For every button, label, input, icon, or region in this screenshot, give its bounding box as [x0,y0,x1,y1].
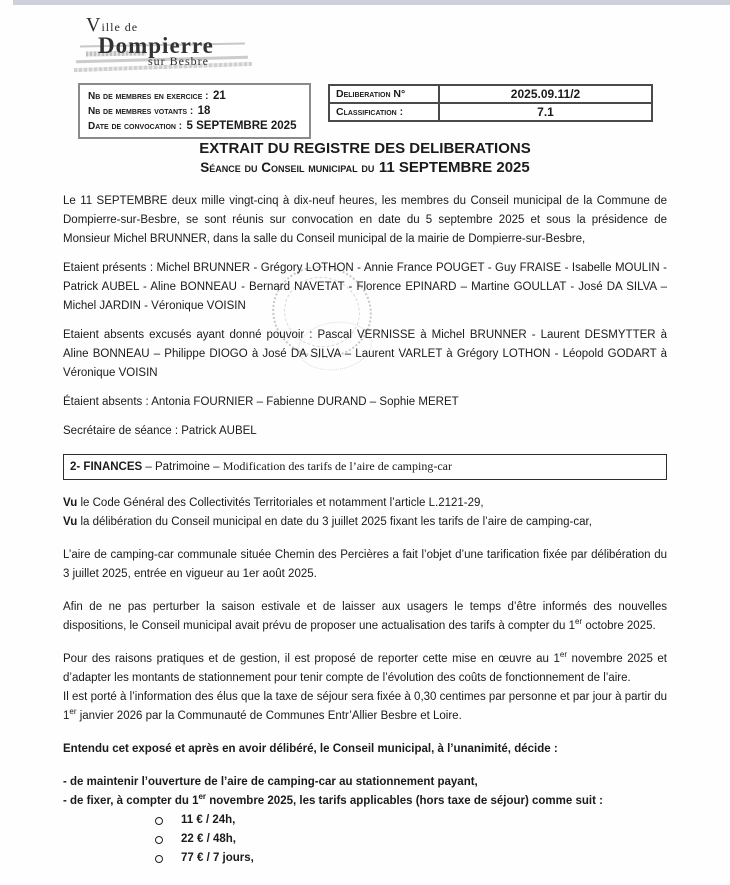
postpone-paragraph: Afin de ne pas perturber la saison estivale et de laisser aux usagers le temps d’être informés des nouvelles dispositions, le Conseil municipal avait prévu de proposer une actualisation des tarifs à compter du 1er octobre 2025. [63,601,667,632]
tariff-item [63,811,667,830]
deliberation-number-label: Deliberation N° [329,85,439,103]
scan-edge-strip [13,0,730,5]
session-date: 11 SEPTEMBRE 2025 [378,159,530,176]
member-value: 21 [212,90,226,102]
bullet-circle-icon [155,836,163,844]
member-value: 18 [197,105,211,117]
classification-value: 7.1 [439,103,652,121]
vu-bold: Vu [63,516,78,528]
tariff-item [63,849,667,868]
member-label: Nb de membres en exercice : [88,91,209,102]
table-row [329,85,652,103]
member-label: Nb de membres votants : [88,106,194,117]
bullet-circle-icon [155,817,163,825]
section-subject: Modification des tarifs de l’aire de camping-car [222,459,452,473]
vu-clause-1 [63,494,667,513]
vu-clause-2 [63,513,667,532]
section-heading-box [63,454,667,480]
classification-label: Classification : [329,103,439,121]
present-members-paragraph: Etaient présents : Michel BRUNNER - Grégory LOTHON - Annie France POUGET - Guy FRAISE - Isabelle MOULIN - Patrick AUBEL - Aline BONNEAU - Bernard NAVETAT - Florence EPINARD – Martine GOULLAT - José DA SILVA – Michel JARDIN - Véronique VOISIN [63,262,667,312]
tariff-value: 77 € / 7 jours, [181,852,254,864]
document-body [63,140,667,868]
section-mid: – Patrimoine – [142,461,223,473]
document-title: EXTRAIT DU REGISTRE DES DELIBERATIONS [199,140,531,157]
decision-item-2: - de fixer, à compter du 1er novembre 2025, les tarifs applicables (hors taxe de séjour) comme suit : [63,792,603,807]
logo-text-sur-besbre: sur Besbre [148,54,209,68]
tariff-area-paragraph: L’aire de camping-car communale située Chemin des Percières a fait l’objet d’une tarification fixée par délibération du 3 juillet 2025, entrée en vigueur au 1er août 2025. [63,549,667,580]
decision-intro: Entendu cet exposé et après en avoir délibéré, le Conseil municipal, à l’unanimité, décide : [63,743,558,755]
tariff-value: 22 € / 48h, [181,833,236,845]
vu-text: le Code Général des Collectivités Territoriales et notamment l’article L.2121-29, [77,497,484,509]
member-value: 5 SEPTEMBRE 2025 [186,120,297,132]
tariff-value: 11 € / 24h, [181,814,236,826]
members-info-box [78,83,311,139]
vu-text: la délibération du Conseil municipal en date du 3 juillet 2025 fixant les tarifs de l’aire de camping-car, [77,516,592,528]
deliberation-number-value: 2025.09.11/2 [439,85,652,103]
tariff-list [63,811,667,868]
absent-members-paragraph: Étaient absents : Antonia FOURNIER – Fabienne DURAND – Sophie MERET [63,396,459,408]
session-subtitle [63,158,667,178]
tourist-tax-paragraph: Il est porté à l’information des élus que la taxe de séjour sera fixée à 0,30 centimes par personne et par jour à partir du 1er janvier 2026 par la Communauté de Communes Entr’Allier Besbre et Loire. [63,691,667,722]
implementation-paragraph: Pour des raisons pratiques et de gestion, il est proposé de reporter cette mise en œuvre au 1er novembre 2025 et d’adapter les montants de stationnement pour tenir compte de l’évolution des coûts de fonctionnement de l’aire. [63,650,667,684]
decision-item-1: - de maintenir l’ouverture de l’aire de camping-car au stationnement payant, [63,776,478,788]
secretary-line: Secrétaire de séance : Patrick AUBEL [63,425,257,437]
member-row-convocation [88,118,301,133]
bullet-circle-icon [155,855,163,863]
opening-paragraph: Le 11 SEPTEMBRE deux mille vingt-cinq à dix-neuf heures, les membres du Conseil municipal de la Commune de Dompierre-sur-Besbre, se sont réunis sur convocation en date du 5 septembre 2025 et sous la présidence de Monsieur Michel BRUNNER, dans la salle du Conseil municipal de la mairie de Dompierre-sur-Besbre, [63,195,667,245]
vu-bold: Vu [63,497,78,509]
logo-text-ville-de: Ville de [86,14,139,36]
section-number: 2- FINANCES [70,461,143,473]
deliberation-table [328,84,653,122]
excused-members-paragraph: Etaient absents excusés ayant donné pouvoir : Pascal VERNISSE à Michel BRUNNER - Laurent DESMYTTER à Aline BONNEAU – Philippe DIOGO à José DA SILVA – Laurent VARLET à Grégory LOTHON - Léopold GODART à Véronique VOISIN [63,329,667,379]
tariff-item [63,830,667,849]
table-row [329,103,652,121]
session-subtitle-prefix: Séance du Conseil municipal du [200,160,375,175]
member-label: Date de convocation : [88,121,183,132]
logo-text-dompierre: Dompierre [98,33,214,58]
city-logo [86,14,256,70]
member-row-votants [88,103,301,118]
